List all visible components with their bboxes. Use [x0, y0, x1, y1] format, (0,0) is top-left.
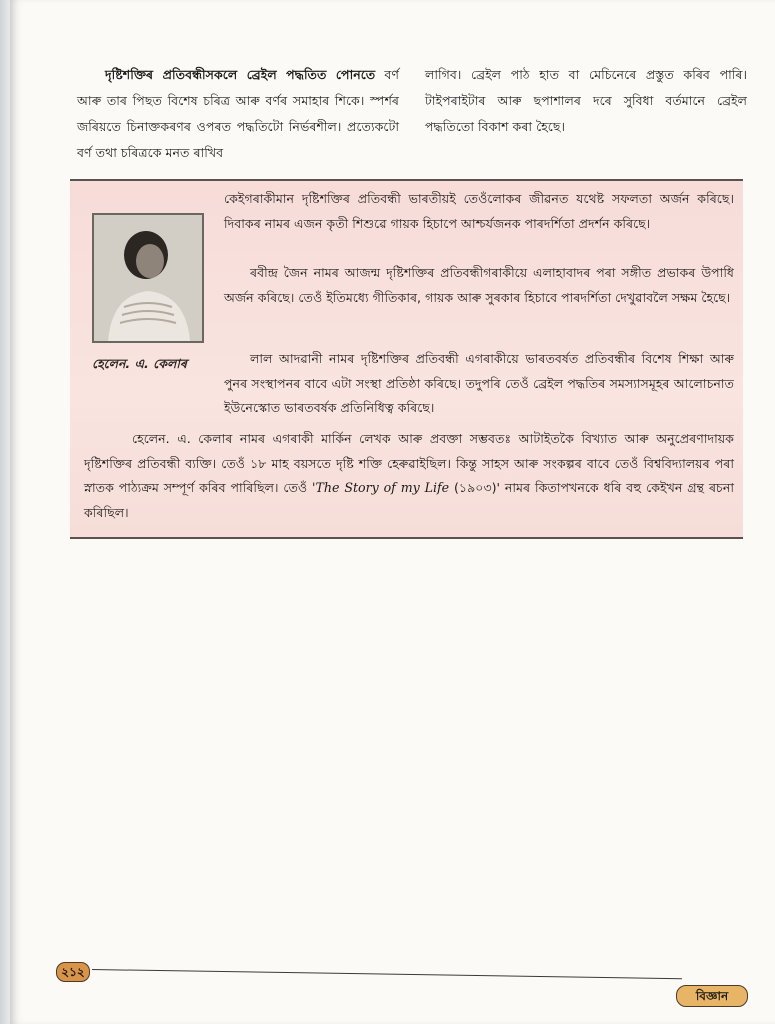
photo-caption: হেলেন. এ. কেলাৰ: [92, 356, 187, 371]
paragraph-4-text: হেলেন. এ. কেলাৰ নামৰ এগৰাকী মাৰ্কিন লেখক আৰু প্ৰবক্তা সম্ভবতঃ আটাইতকৈ বিখ্যাত আৰু অনুপ্ৰেৰণাদায়ক দৃষ্টিশক্তিৰ প্ৰতিবন্ধী ব্যক্তি। তেওঁ ১৮ মাহ বয়সতে দৃষ্টি শক্তি হেৰুৱাইছিল। কিন্তু সাহস আৰু সংকল্পৰ বাবে তেওঁ বিশ্ববিদ্যালয়ৰ পৰা স্নাতক পাঠ্যক্ৰম সম্পূৰ্ণ কৰিব পাৰিছিল। তেওঁ: [84, 431, 734, 495]
left-column-text: বৰ্ণ আৰু তাৰ পিছত বিশেষ চৰিত্ৰ আৰু বৰ্ণৰ সমাহাৰ শিকে। স্পৰ্শৰ জৰিয়তে চিনাক্তকৰণৰ ওপৰত পদ্ধতিটো নিৰ্ভৰশীল। প্ৰত্যেকটো বৰ্ণ তথা চৰিত্ৰকে মনত ৰাখিব: [77, 67, 399, 160]
book-title: 'The Story of my Life: [312, 480, 450, 495]
footer-divider: [92, 969, 682, 979]
highlight-box: [70, 179, 743, 539]
textbook-page: [10, 0, 775, 1024]
lead-text: দৃষ্টিশক্তিৰ প্ৰতিবন্ধীসকলে ব্ৰেইল পদ্ধতিত পোনতে: [105, 67, 376, 82]
subject-label: বিজ্ঞান: [676, 985, 748, 1007]
paragraph-2: ৰবীন্দ্ৰ জৈন নামৰ আজন্ম দৃষ্টিশক্তিৰ প্ৰতিবন্ধীগৰাকীয়ে এলাহাবাদৰ পৰা সঙ্গীত প্ৰভাকৰ উপাধি অৰ্জন কৰিছে। তেওঁ ইতিমধ্যে গীতিকাৰ, গায়ক আৰু সুৰকাৰ হিচাবে পাৰদৰ্শিতা দেখুৱাবলৈ সক্ষম হৈছে।: [224, 265, 734, 305]
page-number: ২১২: [56, 962, 90, 982]
paragraph-1: কেইগৰাকীমান দৃষ্টিশক্তিৰ প্ৰতিবন্ধী ভাৰতীয়ই তেওঁলোকৰ জীৱনত যথেষ্ট সফলতা অৰ্জন কৰিছে। দিবাকৰ নামৰ এজন কৃতী শিশুৱে গায়ক হিচাপে আশ্চৰ্যজনক পাৰদৰ্শিতা প্ৰদৰ্শন কৰিছে।: [224, 191, 734, 231]
paragraph-4: [84, 427, 734, 525]
top-left-column: [77, 62, 399, 166]
helen-keller-photo: [92, 213, 204, 343]
paragraph-3: লাল আদৱানী নামৰ দৃষ্টিশক্তিৰ প্ৰতিবন্ধী এগৰাকীয়ে ভাৰতবৰ্ষত প্ৰতিবন্ধীৰ বিশেষ শিক্ষা আৰু পুনৰ সংস্থাপনৰ বাবে এটা সংস্থা প্ৰতিষ্ঠা কৰিছে। তদুপৰি তেওঁ ব্ৰেইল পদ্ধতিৰ সমস্যাসমূহৰ আলোচনাত ইউনেস্কোত ভাৰতবৰ্ষক প্ৰতিনিধিত্ব কৰিছে।: [224, 351, 734, 415]
page-binding-edge: [0, 0, 10, 1024]
top-right-column: লাগিব। ব্ৰেইল পাঠ হাত বা মেচিনেৰে প্ৰস্তুত কৰিব পাৰি। টাইপৰাইটাৰ আৰু ছপাশালৰ দৰে সুবিধা বৰ্তমানে ব্ৰেইল পদ্ধতিতো বিকাশ কৰা হৈছে।: [425, 67, 747, 134]
portrait-image: [94, 215, 202, 341]
paragraph-4-end: (১৯০৩)' নামৰ কিতাপখনকে ধৰি বহু কেইখন গ্ৰন্থ ৰচনা কৰিছিল।: [84, 480, 734, 520]
